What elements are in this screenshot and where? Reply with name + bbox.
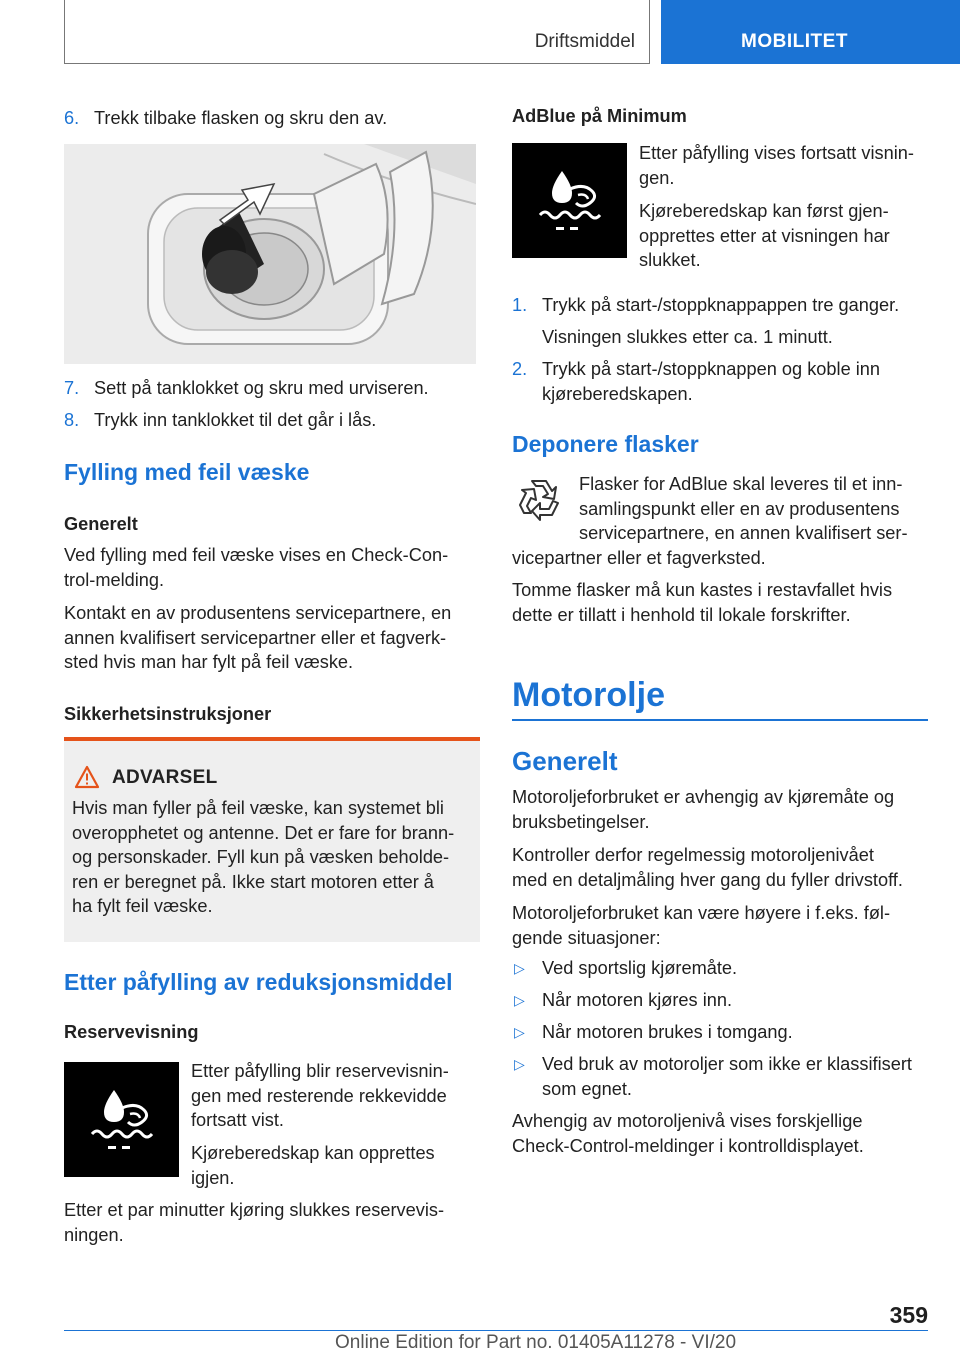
text-line: ha fylt feil væske. xyxy=(72,896,213,916)
adblue-minimum-indicator xyxy=(512,143,627,258)
text-line: Hvis man fyller på feil væske, kan systemet bli xyxy=(72,798,444,818)
heading-engine-oil: Motorolje xyxy=(512,676,665,714)
text-line: slukket. xyxy=(639,250,701,270)
paragraph-dispose-cont: vicepartner eller et fagverksted. xyxy=(512,548,766,568)
paragraph-minimum xyxy=(639,141,914,190)
text-line: sted hvis man har fylt på feil væske. xyxy=(64,652,354,672)
text-line: Check-Control-meldinger i kontrolldisplayet. xyxy=(512,1135,864,1156)
heading-dispose-bottles: Deponere flasker xyxy=(512,431,699,457)
paragraph-reserve-readiness xyxy=(191,1141,435,1190)
heading-rule xyxy=(512,719,928,721)
step-text xyxy=(542,357,880,406)
text-line: Ved fylling med feil væske vises en Check-Con- xyxy=(64,545,449,565)
section-title: Driftsmiddel xyxy=(534,31,635,52)
text-line: annen kvalifisert servicepartner eller et fagverk- xyxy=(64,627,447,648)
text-line: trol-melding. xyxy=(64,569,165,590)
paragraph-oil-consumption xyxy=(512,785,894,834)
heading-after-refill: Etter påfylling av reduksjonsmiddel xyxy=(64,969,453,995)
step-number: 1. xyxy=(512,295,528,315)
footer-rule xyxy=(64,1330,928,1331)
heading-general: Generelt xyxy=(64,514,138,534)
text-line: Etter et par minutter kjøring slukkes reservevis- xyxy=(64,1200,445,1220)
chapter-tab[interactable] xyxy=(661,0,960,64)
warning-box xyxy=(64,737,480,942)
text-line: Trykk på start-/stoppknappen og koble inn xyxy=(542,359,881,379)
text-line: gende situasjoner: xyxy=(512,927,661,948)
list-item-text: Når motoren kjøres inn. xyxy=(542,990,733,1010)
paragraph-general xyxy=(64,543,448,592)
text-line: fortsatt vist. xyxy=(191,1110,284,1130)
step-text: Trykk inn tanklokket til det går i lås. xyxy=(94,410,377,430)
adblue-indicator-icon xyxy=(512,143,627,258)
heading-reserve: Reservevisning xyxy=(64,1022,199,1042)
warning-title: ADVARSEL xyxy=(112,767,218,788)
text-line: Tomme flasker må kun kastes i restavfallet hvis xyxy=(512,580,893,600)
text-line: Kjøreberedskap kan først gjen- xyxy=(639,201,889,221)
heading-oil-general: Generelt xyxy=(512,746,618,776)
text-line: overopphetet og antenne. Det er fare for brann- xyxy=(72,822,455,843)
footer-edition: Online Edition for Part no. 01405A11278 - VI/20 xyxy=(335,1332,737,1353)
adblue-bottle-photo-illustration xyxy=(64,144,476,364)
triangle-bullet-icon: ▷ xyxy=(514,1024,525,1040)
list-item-text: Ved sportslig kjøremåte. xyxy=(542,958,738,978)
paragraph-reserve xyxy=(191,1059,449,1133)
text-line: igjen. xyxy=(191,1167,235,1188)
text-line: ren er beregnet på. Ikke start motoren etter å xyxy=(72,871,434,892)
paragraph-oil-higher xyxy=(512,901,890,950)
step-number: 8. xyxy=(64,410,80,430)
text-line: Etter påfylling blir reservevisnin- xyxy=(191,1061,449,1081)
text-line: og personskader. Fyll kun på væsken beholde- xyxy=(72,847,450,867)
heading-safety: Sikkerhetsinstruksjoner xyxy=(64,704,272,724)
text-line: med en detaljmåling hver gang du fyller drivstoff. xyxy=(512,869,903,890)
text-line: Kontroller derfor regelmessig motoroljenivået xyxy=(512,845,874,865)
text-line: opprettes etter at visningen har xyxy=(639,225,890,246)
text-line: gen med resterende rekkevidde xyxy=(191,1085,447,1106)
recycling-icon xyxy=(512,473,566,527)
heading-adblue-minimum: AdBlue på Minimum xyxy=(512,106,687,126)
step-text: Trekk tilbake flasken og skru den av. xyxy=(94,108,388,128)
text-line: samlingspunkt eller en av produsentens xyxy=(579,498,900,519)
warning-text xyxy=(72,796,454,919)
text-line: som egnet. xyxy=(542,1078,632,1099)
text-line: ningen. xyxy=(64,1224,124,1245)
text-line: servicepartnere, en annen kvalifisert ser- xyxy=(579,523,908,543)
paragraph-minimum-readiness xyxy=(639,199,890,273)
list-item xyxy=(512,1052,932,1102)
text-line: Kjøreberedskap kan opprettes xyxy=(191,1143,435,1163)
triangle-bullet-icon: ▷ xyxy=(514,1056,525,1072)
text-line: gen. xyxy=(639,167,675,188)
triangle-bullet-icon: ▷ xyxy=(514,992,525,1008)
text-line: dette er tillatt i henhold til lokale forskrifter. xyxy=(512,604,851,625)
paragraph-dispose xyxy=(579,472,908,546)
step-number: 2. xyxy=(512,359,528,379)
step-number: 7. xyxy=(64,378,80,398)
triangle-bullet-icon: ▷ xyxy=(514,960,525,976)
step-2 xyxy=(512,357,932,407)
chapter-tab-label: MOBILITET xyxy=(741,31,848,52)
section-header xyxy=(64,0,650,64)
text-line: Flasker for AdBlue skal leveres til et inn- xyxy=(579,474,903,494)
text-line: Motoroljeforbruket er avhengig av kjøremåte og xyxy=(512,787,895,807)
adblue-indicator-icon xyxy=(64,1062,179,1177)
step-number: 6. xyxy=(64,108,80,128)
heading-wrong-fluid: Fylling med feil væske xyxy=(64,459,310,485)
paragraph-empty-bottles xyxy=(512,578,892,627)
text-line: Etter påfylling vises fortsatt visnin- xyxy=(639,143,914,163)
warning-icon xyxy=(74,765,100,789)
text-line: Kontakt en av produsentens servicepartnere, en xyxy=(64,603,452,623)
step-text: Trykk på start-/stoppknappappen tre ganger. xyxy=(542,295,900,315)
page-number: 359 xyxy=(889,1302,928,1328)
text-line: Avhengig av motoroljenivå vises forskjellige xyxy=(512,1111,863,1131)
list-item-text xyxy=(542,1052,912,1101)
paragraph-oil-check xyxy=(512,843,903,892)
reduction-agent-indicator xyxy=(64,1062,179,1177)
paragraph-contact xyxy=(64,601,451,675)
text-line: Ved bruk av motoroljer som ikke er klassifisert xyxy=(542,1054,912,1074)
text-line: bruksbetingelser. xyxy=(512,811,650,832)
fuel-cap-photo xyxy=(64,144,476,364)
step-text: Sett på tanklokket og skru med urviseren. xyxy=(94,378,429,398)
paragraph-oil-messages xyxy=(512,1109,864,1158)
paragraph-after-driving xyxy=(64,1198,444,1247)
list-item-text: Når motoren brukes i tomgang. xyxy=(542,1022,793,1042)
step-1-note: Visningen slukkes etter ca. 1 minutt. xyxy=(542,327,833,347)
text-line: kjøreberedskapen. xyxy=(542,383,693,404)
text-line: Motoroljeforbruket kan være høyere i f.eks. føl- xyxy=(512,903,891,923)
